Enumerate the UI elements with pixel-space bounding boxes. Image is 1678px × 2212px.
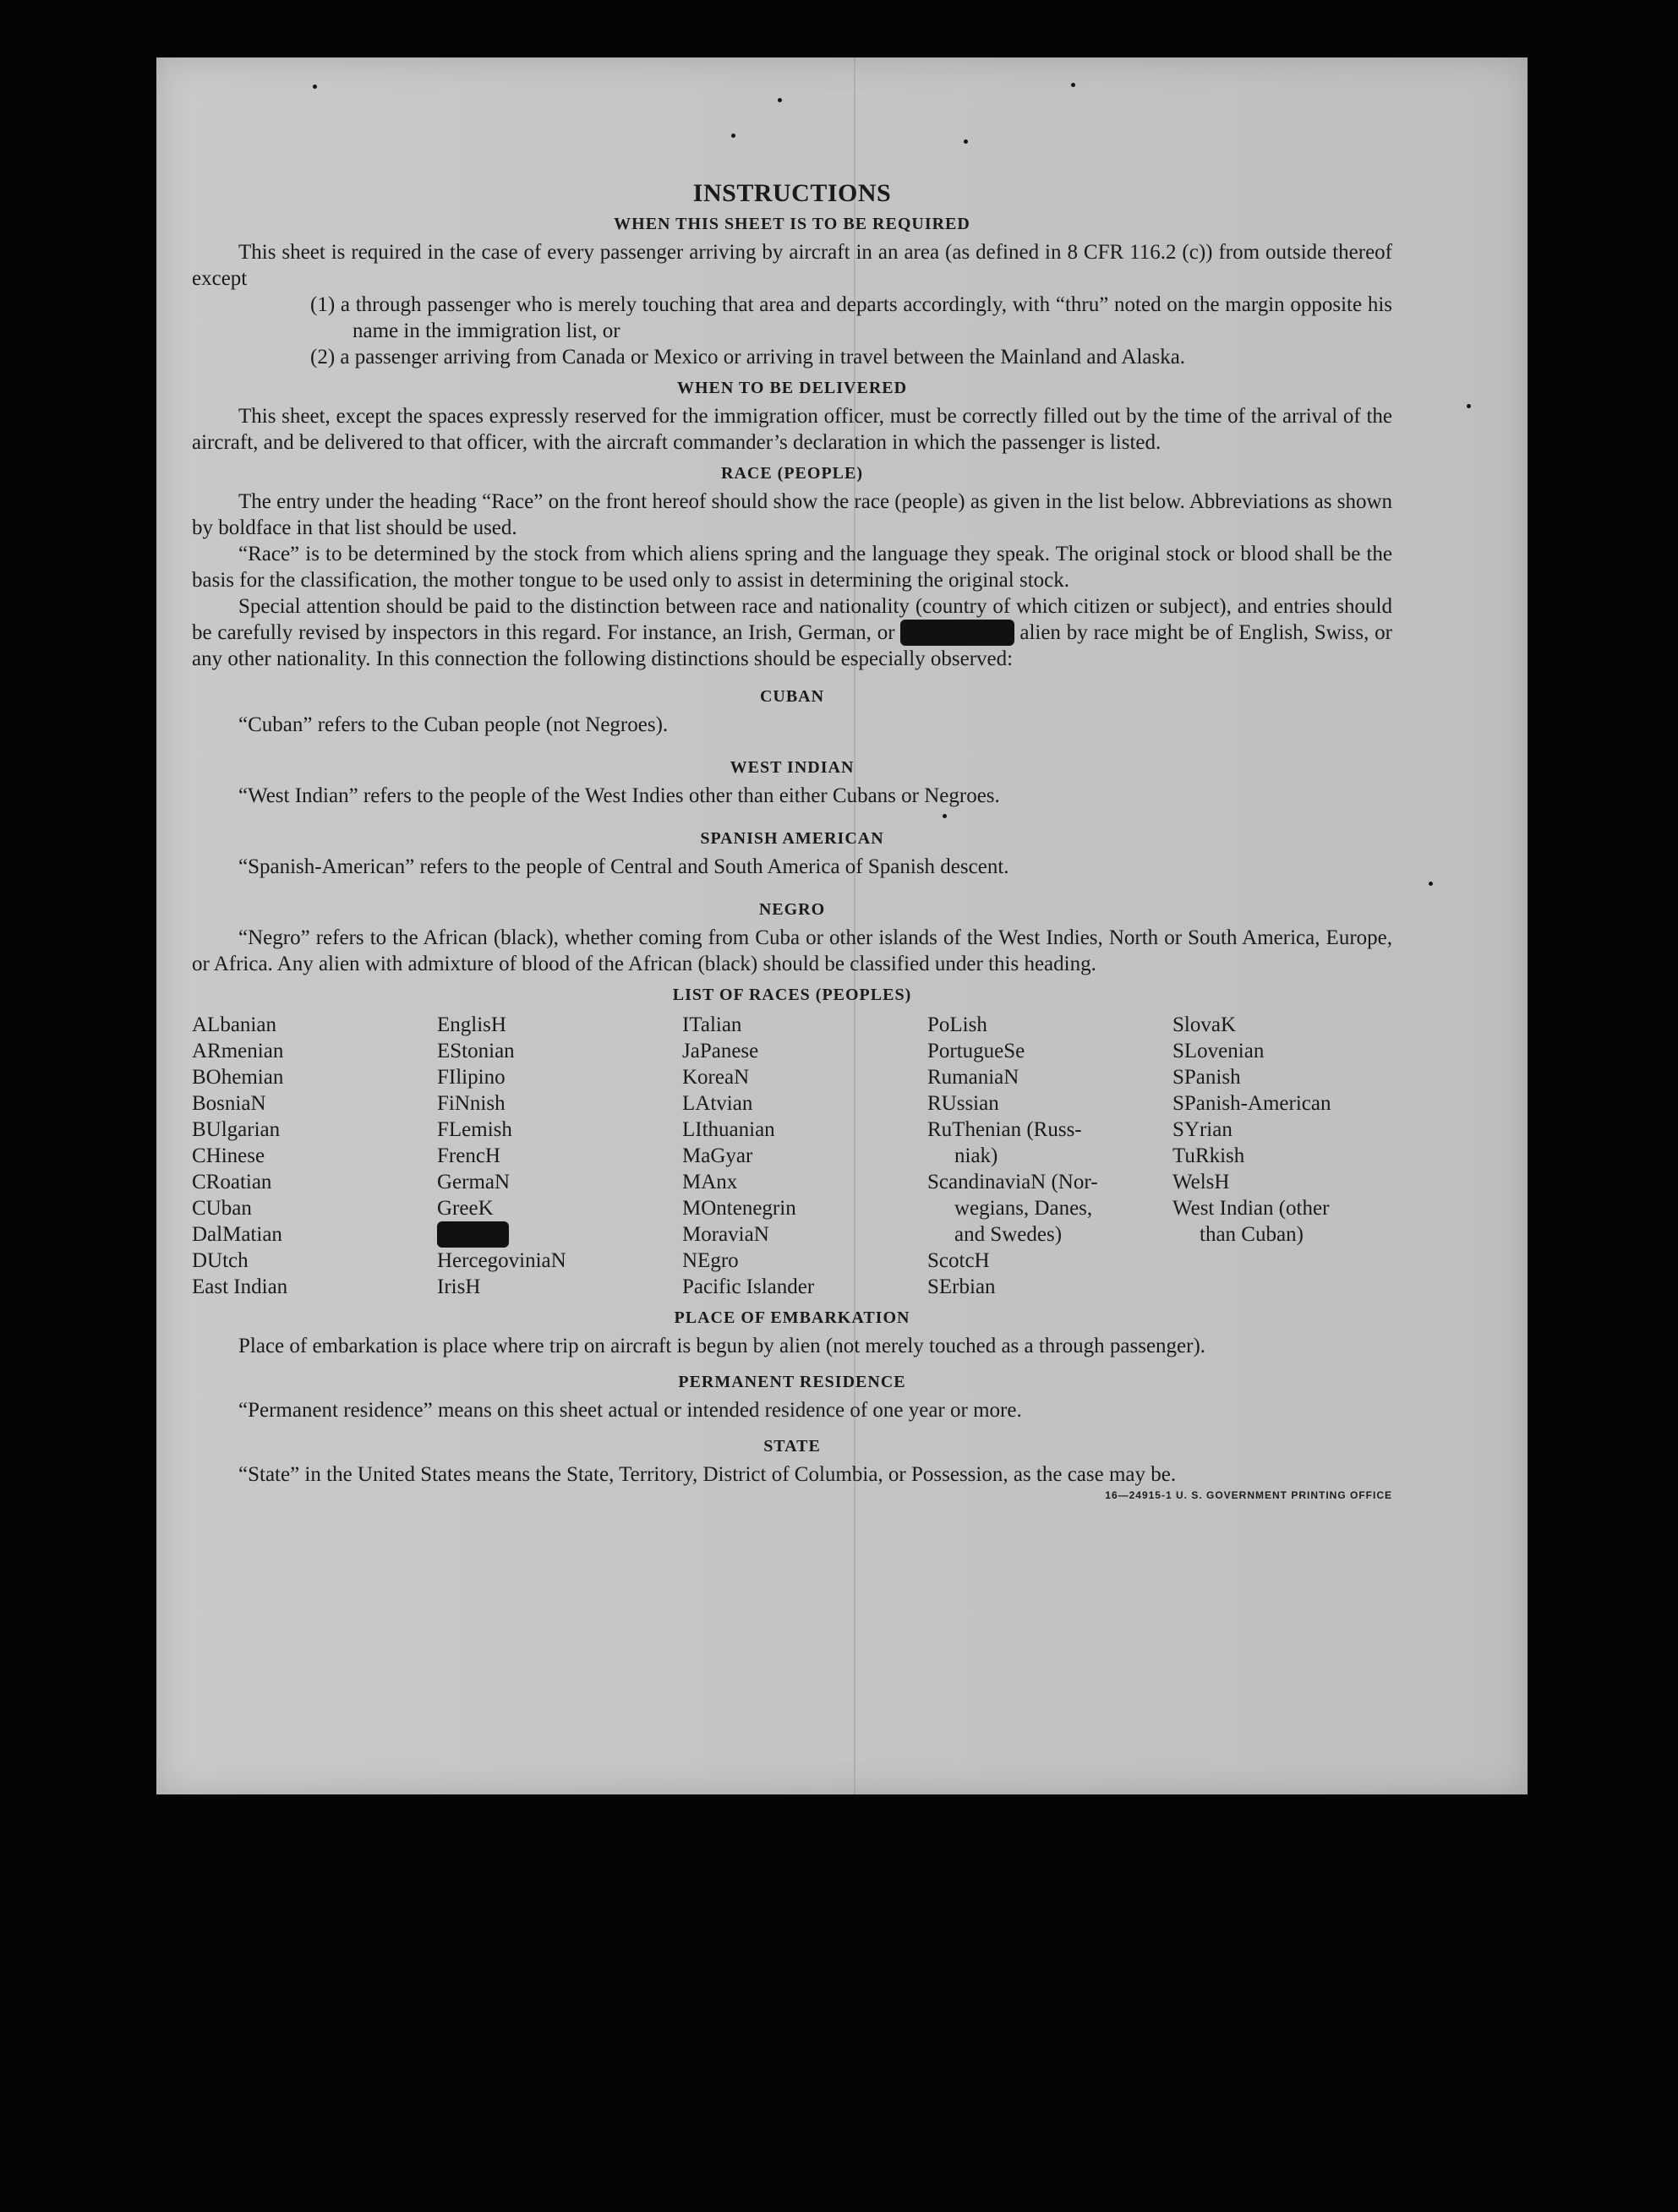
race-entry-continued: wegians, Danes, (954, 1197, 1093, 1220)
race-entry: RUssian (927, 1092, 999, 1115)
page-title: INSTRUCTIONS (692, 179, 892, 207)
race-entry: CUban (192, 1197, 252, 1220)
races-column-2 (437, 1012, 682, 1300)
west-indian-text: “West Indian” refers to the people of the West Indies other than either Cubans or Negroes. (238, 784, 1000, 807)
dust-speck (778, 98, 782, 102)
cuban-text: “Cuban” refers to the Cuban people (not Negroes). (238, 713, 669, 736)
race-entry: FLemish (437, 1118, 512, 1141)
negro-text: “Negro” refers to the African (black), whether coming from Cuba or other islands of the West Indies, North or South America, Europe, or Africa. Any alien with admixture of blood of the African (black) should be classified under this heading. (192, 926, 1392, 975)
section-heading-embarkation: PLACE OF EMBARKATION (674, 1308, 910, 1327)
race-entry: SYrian (1172, 1118, 1233, 1141)
race-entry: LAtvian (682, 1092, 753, 1115)
dust-speck (1071, 83, 1075, 87)
race-entry: WelsH (1172, 1171, 1230, 1193)
printer-imprint: 16—24915-1 U. S. GOVERNMENT PRINTING OFFICE (1105, 1489, 1392, 1501)
race-entry-continued: than Cuban) (1200, 1223, 1304, 1246)
race-paragraph-2: “Race” is to be determined by the stock from which aliens spring and the language they speak. The original stock or blood shall be the basis for the classification, the mother tongue to be used only to assist in determining the original stock. (192, 543, 1392, 592)
race-paragraph-1: The entry under the heading “Race” on the front hereof should show the race (people) as given in the list below. Abbreviations as shown by boldface in that list should be used. (192, 490, 1392, 539)
race-entry: BosniaN (192, 1092, 266, 1115)
delivered-text: This sheet, except the spaces expressly reserved for the immigration officer, must be correctly filled out by the time of the arrival of the aircraft, and be delivered to that officer, with the aircraft commander’s declaration in which the passenger is listed. (192, 405, 1392, 454)
race-entry: LIthuanian (682, 1118, 775, 1141)
race-entry: PortugueSe (927, 1040, 1025, 1062)
race-entry: SLovenian (1172, 1040, 1265, 1062)
required-item-2: (2) a passenger arriving from Canada or Mexico or arriving in travel between the Mainland and Alaska. (310, 346, 1186, 369)
races-column-3 (682, 1012, 927, 1300)
races-list (192, 1012, 1392, 1300)
race-entry-continued: and Swedes) (954, 1223, 1063, 1246)
race-entry: EnglisH (437, 1013, 506, 1036)
race-entry-continued: niak) (954, 1144, 998, 1167)
dust-speck (964, 139, 968, 144)
race-entry-redacted (437, 1221, 682, 1248)
race-entry: Pacific Islander (682, 1275, 815, 1298)
section-heading-delivered: WHEN TO BE DELIVERED (676, 379, 908, 397)
race-entry: HercegoviniaN (437, 1249, 566, 1272)
race-entry: TuRkish (1172, 1144, 1245, 1167)
embarkation-text: Place of embarkation is place where trip on aircraft is begun by alien (not merely touched as a through passenger). (238, 1335, 1206, 1357)
race-entry: IrisH (437, 1275, 481, 1298)
race-entry: MAnx (682, 1171, 738, 1193)
required-item-1: (1) a through passenger who is merely touching that area and departs accordingly, with “thru” noted on the margin opposite his name in the immigration list, or (310, 293, 1392, 342)
race-entry: GermaN (437, 1171, 511, 1193)
race-entry: CRoatian (192, 1171, 272, 1193)
section-heading-races-list: LIST OF RACES (PEOPLES) (672, 986, 912, 1004)
residence-text: “Permanent residence” means on this sheet actual or intended residence of one year or more. (238, 1399, 1022, 1422)
race-entry: FIlipino (437, 1066, 506, 1089)
required-intro: This sheet is required in the case of every passenger arriving by aircraft in an area (as defined in 8 CFR 116.2 (c)) from outside thereof except (192, 241, 1392, 290)
spanish-american-text: “Spanish-American” refers to the people of Central and South America of Spanish descent. (238, 855, 1009, 878)
dust-speck (1429, 882, 1433, 886)
section-heading-race: RACE (PEOPLE) (721, 464, 863, 483)
race-entry: ITalian (682, 1013, 742, 1036)
section-heading-negro: NEGRO (758, 900, 826, 919)
race-entry: West Indian (other (1172, 1197, 1330, 1220)
dust-speck (731, 134, 735, 138)
section-heading-spanish-american: SPANISH AMERICAN (700, 829, 884, 848)
race-entry: FiNnish (437, 1092, 506, 1115)
race-entry: GreeK (437, 1197, 494, 1220)
section-heading-required: WHEN THIS SHEET IS TO BE REQUIRED (614, 215, 970, 233)
section-heading-west-indian: WEST INDIAN (730, 758, 855, 777)
race-paragraph-3 (192, 593, 1392, 672)
state-text: “State” in the United States means the State, Territory, District of Columbia, or Possession, as the case may be. (238, 1463, 1177, 1486)
race-entry: ScotcH (927, 1249, 990, 1272)
race-entry: KoreaN (682, 1066, 750, 1089)
race-entry: SErbian (927, 1275, 996, 1298)
section-heading-cuban: CUBAN (759, 687, 825, 706)
race-entry: East Indian (192, 1275, 288, 1298)
race-entry: SlovaK (1172, 1013, 1236, 1036)
race-entry: SPanish (1172, 1066, 1241, 1089)
race-entry: RumaniaN (927, 1066, 1019, 1089)
race-entry: JaPanese (682, 1040, 759, 1062)
race-entry: EStonian (437, 1040, 515, 1062)
instructions-content (192, 180, 1392, 1509)
races-column-5 (1172, 1012, 1418, 1300)
race-entry: BOhemian (192, 1066, 284, 1089)
race-entry: ScandinaviaN (Nor- (927, 1171, 1098, 1193)
race-entry: DalMatian (192, 1223, 282, 1246)
race-paragraph-3-start: Special attention should be paid to the distinction between race and nationality (country of which citizen or subject), and entries should be carefully revised by inspectors in this regard. For instance, an Irish, German, or (192, 595, 1392, 644)
dust-speck (313, 85, 317, 89)
race-entry: MOntenegrin (682, 1197, 796, 1220)
section-heading-state: STATE (763, 1437, 821, 1456)
race-entry: MaGyar (682, 1144, 753, 1167)
races-column-4 (927, 1012, 1172, 1300)
race-entry: DUtch (192, 1249, 249, 1272)
redaction-mark: Hebrew (900, 620, 1014, 646)
dust-speck (1467, 404, 1471, 408)
races-column-1 (192, 1012, 437, 1300)
race-entry: RuThenian (Russ- (927, 1118, 1082, 1141)
race-entry: SPanish-American (1172, 1092, 1331, 1115)
race-entry: ARmenian (192, 1040, 284, 1062)
race-entry: NEgro (682, 1249, 739, 1272)
race-entry: BUlgarian (192, 1118, 281, 1141)
race-entry: ALbanian (192, 1013, 276, 1036)
race-entry: FrencH (437, 1144, 500, 1167)
instruction-sheet (156, 57, 1528, 1794)
race-paragraph-3-end: alien by race might be of English, Swiss, or any other nationality. In this connection the following distinctions should be especially observed: (192, 621, 1392, 670)
race-entry: PoLish (927, 1013, 987, 1036)
race-entry: MoraviaN (682, 1223, 769, 1246)
race-entry: CHinese (192, 1144, 265, 1167)
section-heading-residence: PERMANENT RESIDENCE (678, 1373, 906, 1391)
redaction-mark: HebreW (437, 1223, 509, 1246)
